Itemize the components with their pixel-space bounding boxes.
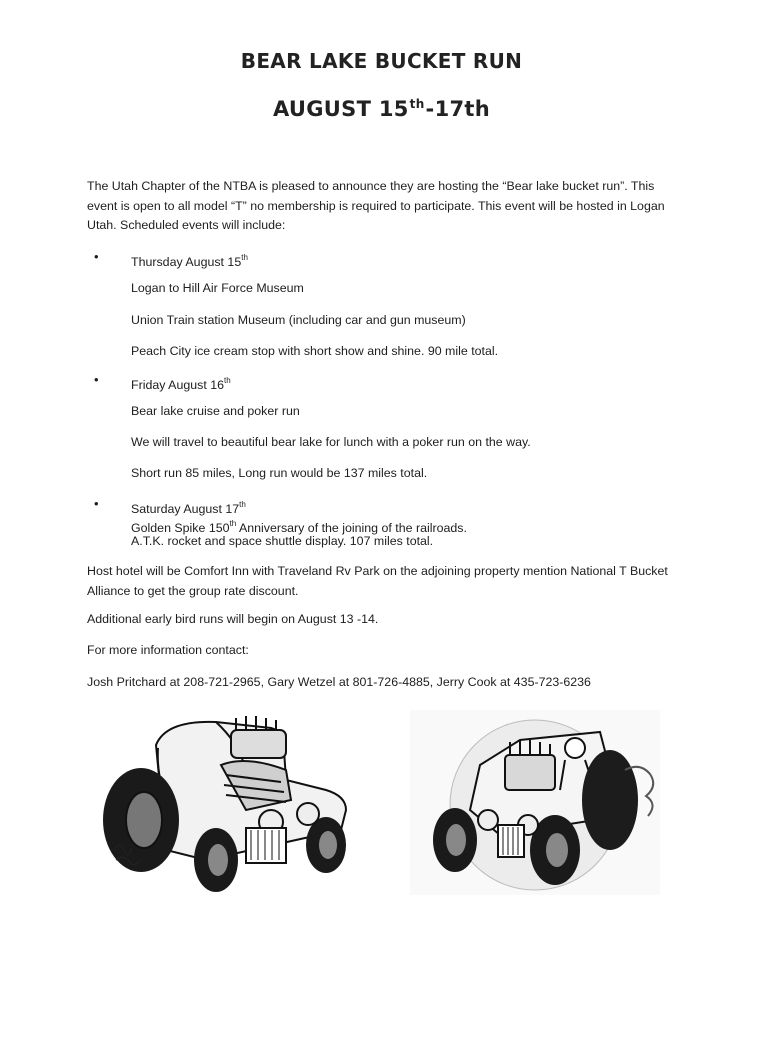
more-info-label: For more information contact:: [87, 643, 249, 657]
hot-rod-illustration-left: [96, 710, 366, 900]
date-end: -17th: [425, 97, 490, 121]
item-text: Golden Spike 150: [131, 521, 230, 535]
hotel-paragraph: Host hotel will be Comfort Inn with Traveland Rv Park on the adjoining property mention National T Bucket Alliance to get the group rate discount.: [87, 564, 668, 598]
hot-rod-illustration-right: [410, 710, 660, 895]
event-dates: [0, 97, 763, 121]
list-item: Bear lake cruise and poker run: [131, 404, 300, 418]
item-text-rest: Anniversary of the joining of the railroads.: [236, 521, 467, 535]
day-suffix: th: [239, 500, 246, 509]
intro-paragraph: The Utah Chapter of the NTBA is pleased to announce they are hosting the “Bear lake bucket run”. This event is open to all model “T” no membership is required to participate. This event will be hosted in Logan Utah. Scheduled events will include:: [87, 179, 665, 232]
day-friday: [131, 371, 231, 396]
early-bird-text: Additional early bird runs will begin on August 13 -14.: [87, 612, 379, 626]
day-label: Thursday August 15: [131, 255, 242, 269]
item-suffix: th: [229, 519, 237, 528]
list-item: We will travel to beautiful bear lake for lunch with a poker run on the way.: [131, 435, 531, 449]
contacts-line: Josh Pritchard at 208-721-2965, Gary Wetzel at 801-726-4885, Jerry Cook at 435-723-6236: [87, 675, 591, 689]
day-thursday: [131, 248, 248, 273]
list-item: Short run 85 miles, Long run would be 137 miles total.: [131, 466, 428, 480]
list-item: Peach City ice cream stop with short show and shine. 90 mile total.: [131, 344, 499, 358]
day-label: Saturday August 17: [131, 502, 240, 516]
date-suffix: th: [409, 97, 425, 111]
day-suffix: th: [223, 376, 231, 385]
list-item: A.T.K. rocket and space shuttle display. 107 miles total.: [131, 534, 434, 548]
day-suffix: th: [241, 253, 248, 262]
date-start: AUGUST 15: [273, 97, 409, 121]
bullet-saturday: •: [94, 496, 99, 511]
bullet-friday: •: [94, 372, 99, 387]
bullet-thursday: •: [94, 249, 99, 264]
day-label: Friday August 16: [131, 378, 224, 392]
list-item: Logan to Hill Air Force Museum: [131, 281, 304, 295]
event-title: BEAR LAKE BUCKET RUN: [240, 49, 523, 73]
list-item: Union Train station Museum (including car and gun museum): [131, 313, 466, 327]
